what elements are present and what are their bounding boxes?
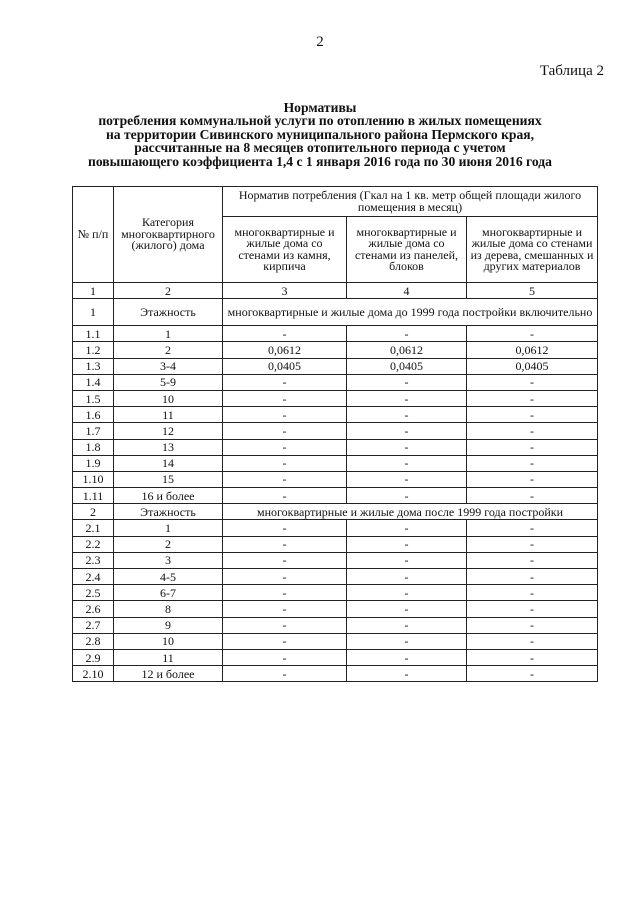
value-stone: - bbox=[223, 326, 347, 342]
row-floors: 3-4 bbox=[114, 358, 223, 374]
value-panel: - bbox=[347, 666, 467, 682]
section-number: 1 bbox=[73, 299, 114, 326]
value-wood: - bbox=[467, 471, 598, 487]
row-floors: 15 bbox=[114, 471, 223, 487]
row-floors: 4-5 bbox=[114, 569, 223, 585]
row-floors: 3 bbox=[114, 552, 223, 568]
row-number: 2.4 bbox=[73, 569, 114, 585]
row-number: 2.6 bbox=[73, 601, 114, 617]
value-stone: - bbox=[223, 439, 347, 455]
value-wood: - bbox=[467, 585, 598, 601]
value-wood: - bbox=[467, 326, 598, 342]
row-floors: 10 bbox=[114, 390, 223, 406]
title-line: повышающего коэффициента 1,4 с 1 января 2016 года по 30 июня 2016 года bbox=[88, 153, 552, 169]
row-floors: 12 bbox=[114, 423, 223, 439]
column-number: 1 bbox=[73, 283, 114, 299]
value-wood: 0,0612 bbox=[467, 342, 598, 358]
table-row bbox=[73, 423, 598, 439]
row-floors: 2 bbox=[114, 536, 223, 552]
section-caption: многоквартирные и жилые дома до 1999 года постройки включительно bbox=[223, 299, 598, 326]
row-number: 1.6 bbox=[73, 407, 114, 423]
value-stone: - bbox=[223, 552, 347, 568]
table-row bbox=[73, 520, 598, 536]
row-floors: 10 bbox=[114, 633, 223, 649]
row-number: 2.10 bbox=[73, 666, 114, 682]
value-wood: 0,0405 bbox=[467, 358, 598, 374]
page-number: 2 bbox=[316, 34, 324, 50]
value-wood: - bbox=[467, 407, 598, 423]
value-stone: - bbox=[223, 617, 347, 633]
value-stone: - bbox=[223, 601, 347, 617]
value-wood: - bbox=[467, 666, 598, 682]
value-panel: - bbox=[347, 471, 467, 487]
table-row bbox=[73, 617, 598, 633]
value-wood: - bbox=[467, 649, 598, 665]
value-stone: - bbox=[223, 536, 347, 552]
section-caption: многоквартирные и жилые дома после 1999 года постройки bbox=[223, 504, 598, 520]
value-wood: - bbox=[467, 536, 598, 552]
value-stone: - bbox=[223, 520, 347, 536]
value-stone: 0,0405 bbox=[223, 358, 347, 374]
column-number: 2 bbox=[114, 283, 223, 299]
value-stone: - bbox=[223, 423, 347, 439]
value-wood: - bbox=[467, 439, 598, 455]
value-stone: - bbox=[223, 666, 347, 682]
section-row bbox=[73, 504, 598, 520]
row-number: 1.3 bbox=[73, 358, 114, 374]
header-norm-group: Норматив потребления (Гкал на 1 кв. метр общей площади жилого помещения в месяц) bbox=[223, 187, 598, 217]
value-panel: - bbox=[347, 374, 467, 390]
value-stone: 0,0612 bbox=[223, 342, 347, 358]
header-col-wood: многоквартирные и жилые дома со стенами из дерева, смешанных и других материалов bbox=[467, 217, 598, 283]
value-panel: - bbox=[347, 569, 467, 585]
value-stone: - bbox=[223, 455, 347, 471]
value-stone: - bbox=[223, 569, 347, 585]
row-floors: 14 bbox=[114, 455, 223, 471]
value-wood: - bbox=[467, 390, 598, 406]
value-wood: - bbox=[467, 601, 598, 617]
value-panel: - bbox=[347, 326, 467, 342]
value-wood: - bbox=[467, 552, 598, 568]
value-wood: - bbox=[467, 617, 598, 633]
value-panel: - bbox=[347, 439, 467, 455]
table-row bbox=[73, 569, 598, 585]
value-panel: - bbox=[347, 455, 467, 471]
row-floors: 12 и более bbox=[114, 666, 223, 682]
value-stone: - bbox=[223, 471, 347, 487]
value-wood: - bbox=[467, 374, 598, 390]
table-row bbox=[73, 536, 598, 552]
row-floors: 16 и более bbox=[114, 488, 223, 504]
table-row bbox=[73, 649, 598, 665]
row-number: 2.1 bbox=[73, 520, 114, 536]
row-number: 1.4 bbox=[73, 374, 114, 390]
table-row bbox=[73, 471, 598, 487]
header-col-stone: многоквартирные и жилые дома со стенами из камня, кирпича bbox=[223, 217, 347, 283]
row-floors: 9 bbox=[114, 617, 223, 633]
row-floors: 6-7 bbox=[114, 585, 223, 601]
value-panel: - bbox=[347, 601, 467, 617]
column-number: 4 bbox=[347, 283, 467, 299]
row-floors: 2 bbox=[114, 342, 223, 358]
section-label: Этажность bbox=[114, 504, 223, 520]
row-number: 1.10 bbox=[73, 471, 114, 487]
table-row bbox=[73, 585, 598, 601]
value-wood: - bbox=[467, 455, 598, 471]
value-panel: - bbox=[347, 488, 467, 504]
table-row bbox=[73, 552, 598, 568]
title-line: на территории Сивинского муниципального района Пермского края, bbox=[105, 126, 535, 142]
row-number: 1.7 bbox=[73, 423, 114, 439]
column-number-row bbox=[73, 283, 598, 299]
row-number: 2.5 bbox=[73, 585, 114, 601]
value-stone: - bbox=[223, 585, 347, 601]
value-panel: - bbox=[347, 390, 467, 406]
row-floors: 8 bbox=[114, 601, 223, 617]
section-number: 2 bbox=[73, 504, 114, 520]
value-wood: - bbox=[467, 488, 598, 504]
column-number: 3 bbox=[223, 283, 347, 299]
table-row bbox=[73, 455, 598, 471]
row-floors: 11 bbox=[114, 407, 223, 423]
table-row bbox=[73, 358, 598, 374]
value-wood: - bbox=[467, 520, 598, 536]
table-row bbox=[73, 390, 598, 406]
value-panel: - bbox=[347, 633, 467, 649]
row-floors: 13 bbox=[114, 439, 223, 455]
table-row bbox=[73, 342, 598, 358]
row-number: 1.2 bbox=[73, 342, 114, 358]
row-number: 1.1 bbox=[73, 326, 114, 342]
row-floors: 1 bbox=[114, 520, 223, 536]
column-number: 5 bbox=[467, 283, 598, 299]
norms-table-body bbox=[73, 187, 598, 682]
value-stone: - bbox=[223, 649, 347, 665]
value-panel: - bbox=[347, 536, 467, 552]
header-num: № п/п bbox=[73, 187, 114, 283]
table-row bbox=[73, 374, 598, 390]
table-row bbox=[73, 439, 598, 455]
row-floors: 1 bbox=[114, 326, 223, 342]
value-panel: - bbox=[347, 617, 467, 633]
row-number: 1.5 bbox=[73, 390, 114, 406]
table-label: Таблица 2 bbox=[539, 63, 604, 79]
value-stone: - bbox=[223, 407, 347, 423]
row-number: 2.8 bbox=[73, 633, 114, 649]
title-line: потребления коммунальной услуги по отоплению в жилых помещениях bbox=[98, 113, 542, 129]
document-title bbox=[40, 101, 600, 168]
value-stone: - bbox=[223, 633, 347, 649]
title-line: рассчитанные на 8 месяцев отопительного периода с учетом bbox=[134, 140, 506, 156]
row-floors: 5-9 bbox=[114, 374, 223, 390]
table-row bbox=[73, 488, 598, 504]
table-row bbox=[73, 633, 598, 649]
value-panel: 0,0405 bbox=[347, 358, 467, 374]
value-wood: - bbox=[467, 423, 598, 439]
value-stone: - bbox=[223, 488, 347, 504]
row-number: 1.9 bbox=[73, 455, 114, 471]
value-wood: - bbox=[467, 633, 598, 649]
section-label: Этажность bbox=[114, 299, 223, 326]
value-stone: - bbox=[223, 374, 347, 390]
value-panel: - bbox=[347, 407, 467, 423]
table-row bbox=[73, 666, 598, 682]
header-category: Категория многоквартирного (жилого) дома bbox=[114, 187, 223, 283]
value-panel: - bbox=[347, 423, 467, 439]
value-panel: - bbox=[347, 585, 467, 601]
value-panel: - bbox=[347, 552, 467, 568]
row-number: 2.2 bbox=[73, 536, 114, 552]
header-row-group bbox=[73, 187, 598, 217]
title-line: Нормативы bbox=[283, 100, 357, 115]
row-number: 1.11 bbox=[73, 488, 114, 504]
table-row bbox=[73, 407, 598, 423]
row-floors: 11 bbox=[114, 649, 223, 665]
table-row bbox=[73, 601, 598, 617]
row-number: 2.9 bbox=[73, 649, 114, 665]
norms-table bbox=[72, 186, 598, 682]
value-panel: - bbox=[347, 520, 467, 536]
value-panel: 0,0612 bbox=[347, 342, 467, 358]
value-stone: - bbox=[223, 390, 347, 406]
header-col-panel: многоквартирные и жилые дома со стенами из панелей, блоков bbox=[347, 217, 467, 283]
section-row bbox=[73, 299, 598, 326]
value-wood: - bbox=[467, 569, 598, 585]
table-row bbox=[73, 326, 598, 342]
value-panel: - bbox=[347, 649, 467, 665]
row-number: 2.3 bbox=[73, 552, 114, 568]
row-number: 1.8 bbox=[73, 439, 114, 455]
row-number: 2.7 bbox=[73, 617, 114, 633]
